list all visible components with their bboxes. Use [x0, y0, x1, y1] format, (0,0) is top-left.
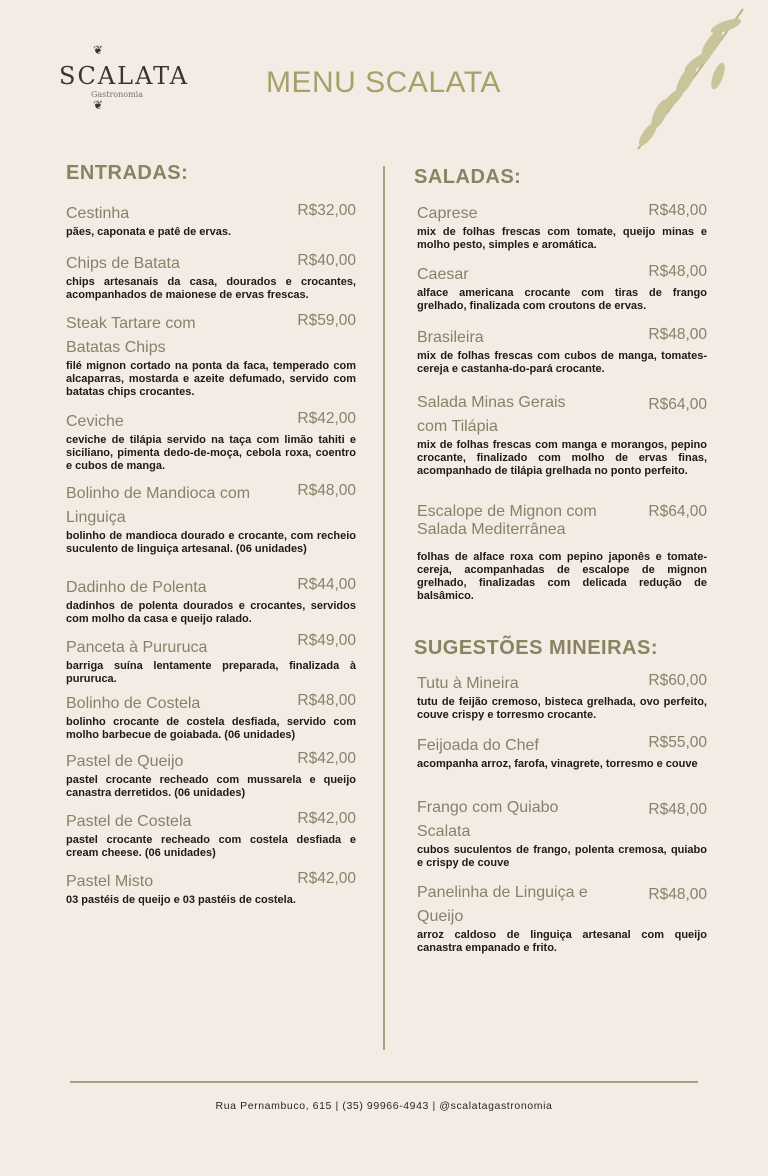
item-price: R$42,00 — [297, 750, 356, 767]
brand-logo — [55, 40, 190, 120]
item-name: Salada Minas Gerais com Tilápia — [417, 394, 566, 435]
menu-item — [66, 482, 356, 556]
column-divider — [383, 166, 385, 1050]
menu-item — [417, 672, 707, 722]
item-price: R$55,00 — [648, 734, 707, 751]
menu-item — [66, 410, 356, 473]
item-name: Panelinha de Linguiça e Queijo — [417, 884, 588, 925]
section-heading-sugestoes: SUGESTÕES MINEIRAS: — [414, 637, 658, 659]
item-description: arroz caldoso de linguiça artesanal com queijo canastra empanado e frito. — [417, 929, 707, 954]
item-description: pães, caponata e patê de ervas. — [66, 226, 232, 238]
item-name: Caesar — [417, 266, 469, 283]
item-price: R$42,00 — [297, 870, 356, 887]
item-price: R$42,00 — [297, 810, 356, 827]
menu-item — [417, 263, 707, 313]
item-name: Panceta à Pururuca — [66, 639, 208, 656]
item-description: chips artesanais da casa, dourados e crocantes, acompanhados de maionese de ervas frescas. — [66, 276, 356, 301]
page-title: MENU SCALATA — [266, 66, 501, 99]
item-price: R$48,00 — [648, 263, 707, 280]
item-price: R$44,00 — [297, 576, 356, 593]
item-description: pastel crocante recheado com costela desfiada e cream cheese. (06 unidades) — [66, 834, 356, 859]
section-heading-saladas: SALADAS: — [414, 166, 522, 188]
item-price: R$32,00 — [297, 202, 356, 219]
item-name: Pastel de Queijo — [66, 753, 184, 770]
item-price: R$60,00 — [648, 672, 707, 689]
item-description: filé mignon cortado na ponta da faca, temperado com alcaparras, mostarda e azeite defumado, servido com batatas chips crocantes. — [66, 360, 356, 398]
item-price: R$64,00 — [648, 396, 707, 413]
item-price: R$48,00 — [297, 482, 356, 499]
menu-item — [417, 881, 707, 955]
menu-item — [66, 576, 356, 626]
ornament-icon: ❦ — [93, 98, 104, 112]
logo-subtitle: Gastronomia — [91, 90, 144, 99]
menu-item — [417, 326, 707, 376]
item-description: acompanha arroz, farofa, vinagrete, torresmo e couve — [417, 758, 698, 770]
item-description: bolinho crocante de costela desfiada, servido com molho barbecue de goiabada. (06 unidades) — [66, 716, 356, 741]
item-name: Frango com Quiabo Scalata — [417, 799, 559, 840]
menu-item — [66, 692, 356, 742]
item-name: Bolinho de Mandioca com Linguiça — [66, 485, 251, 526]
item-name: Feijoada do Chef — [417, 737, 539, 754]
footer-divider — [70, 1081, 698, 1083]
menu-item — [417, 734, 707, 771]
menu-item — [417, 503, 707, 603]
item-name: Pastel Misto — [66, 873, 154, 890]
item-name: Escalope de Mignon com Salada Mediterrânea — [417, 503, 597, 538]
menu-item — [66, 312, 356, 399]
logo-wordmark: SCALATA — [59, 62, 190, 90]
item-description: 03 pastéis de queijo e 03 pastéis de costela. — [66, 894, 296, 906]
item-description: ceviche de tilápia servido na taça com limão tahiti e siciliano, pimenta dedo-de-moça, cebola roxa, coentro e cubos de manga. — [66, 434, 356, 472]
leaf-branch-icon — [628, 4, 748, 154]
menu-item — [66, 252, 356, 302]
item-name: Bolinho de Costela — [66, 695, 201, 712]
section-heading-entradas: ENTRADAS: — [66, 162, 189, 184]
menu-item — [66, 632, 356, 686]
item-description: bolinho de mandioca dourado e crocante, com recheio suculento de linguiça artesanal. (06 unidades) — [66, 530, 356, 555]
item-price: R$40,00 — [297, 252, 356, 269]
item-name: Pastel de Costela — [66, 813, 192, 830]
item-description: cubos suculentos de frango, polenta cremosa, quiabo e crispy de couve — [417, 844, 707, 869]
menu-item — [66, 750, 356, 800]
item-price: R$59,00 — [297, 312, 356, 329]
item-price: R$48,00 — [648, 886, 707, 903]
item-name: Ceviche — [66, 413, 124, 430]
item-name: Dadinho de Polenta — [66, 579, 207, 596]
item-description: barriga suína lentamente preparada, finalizada à pururuca. — [66, 660, 356, 685]
item-description: folhas de alface roxa com pepino japonês e tomate-cereja, acompanhadas de escalope de mignon grelhado, finalizadas com delicada redução de balsâmico. — [417, 551, 707, 602]
item-price: R$48,00 — [648, 801, 707, 818]
footer-contact: Rua Pernambuco, 615 | (35) 99966-4943 | @scalatagastronomia — [215, 1100, 553, 1112]
item-name: Brasileira — [417, 329, 484, 346]
menu-item — [66, 202, 356, 239]
item-description: mix de folhas frescas com cubos de manga, tomates-cereja e castanha-do-pará crocante. — [417, 350, 707, 375]
menu-item — [417, 796, 707, 870]
item-description: tutu de feijão cremoso, bisteca grelhada, ovo perfeito, couve crispy e torresmo crocante. — [417, 696, 707, 721]
item-description: dadinhos de polenta dourados e crocantes, servidos com molho da casa e queijo ralado. — [66, 600, 356, 625]
item-description: alface americana crocante com tiras de frango grelhado, finalizada com croutons de ervas. — [417, 287, 707, 312]
menu-item — [66, 810, 356, 860]
menu-item — [66, 870, 356, 907]
item-name: Tutu à Mineira — [417, 675, 519, 692]
item-name: Chips de Batata — [66, 255, 180, 272]
ornament-icon: ❦ — [93, 43, 104, 57]
item-price: R$48,00 — [648, 202, 707, 219]
item-name: Cestinha — [66, 205, 130, 222]
item-price: R$48,00 — [297, 692, 356, 709]
item-description: mix de folhas frescas com tomate, queijo minas e molho pesto, simples e aromática. — [417, 226, 707, 251]
item-price: R$48,00 — [648, 326, 707, 343]
item-name: Caprese — [417, 205, 478, 222]
item-description: mix de folhas frescas com manga e morangos, pepino crocante, finalizado com molho de ervas finas, acompanhado de tilápia grelhada no ponto perfeito. — [417, 439, 707, 477]
item-name: Steak Tartare com Batatas Chips — [66, 315, 196, 356]
item-price: R$64,00 — [648, 503, 707, 520]
item-description: pastel crocante recheado com mussarela e queijo canastra derretidos. (06 unidades) — [66, 774, 356, 799]
menu-item — [417, 391, 707, 478]
menu-item — [417, 202, 707, 252]
item-price: R$42,00 — [297, 410, 356, 427]
item-price: R$49,00 — [297, 632, 356, 649]
